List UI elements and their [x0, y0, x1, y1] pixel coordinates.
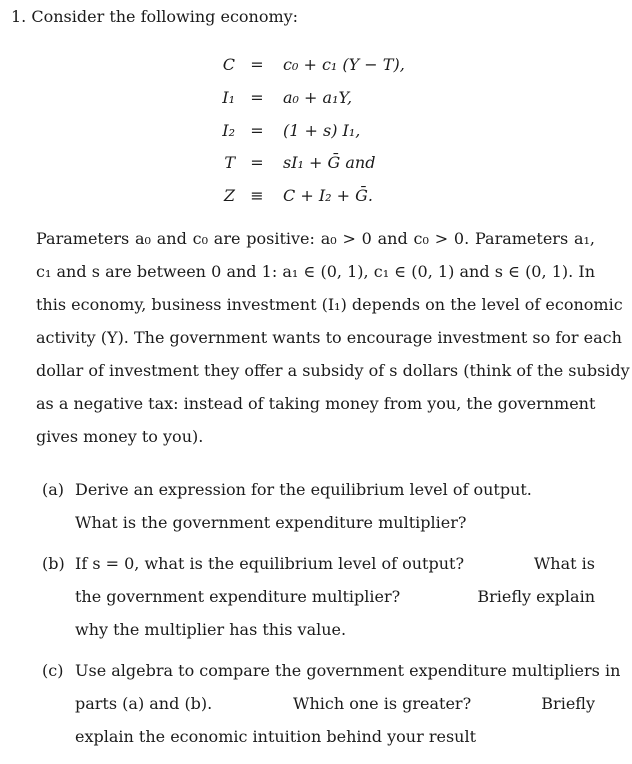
equation-rhs: C + I₂ + Ḡ. — [283, 186, 373, 205]
question-intro: Consider the following economy: — [31, 7, 299, 26]
paragraph-line: as a negative tax: instead of taking money from you, the government — [36, 394, 596, 413]
part-text-line: Use algebra to compare the government expenditure multipliers in — [75, 661, 621, 680]
part-text-line: What is the government expenditure multiplier? — [75, 513, 467, 532]
paragraph-line: activity (Y). The government wants to encourage investment so for each — [36, 328, 622, 347]
equation-lhs: C — [222, 55, 235, 74]
equation-operator: = — [250, 121, 264, 140]
equation-rhs: c₀ + c₁ (Y − T), — [283, 55, 405, 74]
equation-rhs: sI₁ + Ḡ and — [283, 153, 376, 172]
equation-operator: ≡ — [250, 186, 264, 205]
question-number: 1. — [11, 7, 27, 26]
equation-lhs: T — [224, 153, 235, 172]
paragraph-line: c₁ and s are between 0 and 1: a₁ ∈ (0, 1), c₁ ∈ (0, 1) and s ∈ (0, 1). In — [36, 262, 595, 281]
equation-lhs: Z — [223, 186, 235, 205]
paragraph-line: dollar of investment they offer a subsidy of s dollars (think of the subsidy — [36, 361, 630, 380]
part-text-line: parts (a) and (b). — [75, 694, 213, 713]
part-label: (a) — [42, 480, 65, 499]
paragraph-line: gives money to you). — [36, 427, 204, 446]
part-text-right: What is — [533, 554, 595, 573]
part-label: (c) — [42, 661, 64, 680]
equation-row — [0, 185, 632, 207]
equation-operator: = — [250, 153, 264, 172]
part-text-line: If s = 0, what is the equilibrium level of output? — [75, 554, 465, 573]
part-text-right: Briefly — [541, 694, 595, 713]
part-text-line: explain the economic intuition behind your result — [75, 727, 477, 746]
equation-rhs: a₀ + a₁Y, — [283, 88, 353, 107]
equation-row — [0, 152, 632, 174]
equation-lhs: I₁ — [222, 88, 235, 107]
paragraph-line: Parameters a₀ and c₀ are positive: a₀ > 0 and c₀ > 0. Parameters a₁, — [36, 229, 595, 248]
part-text-middle: Which one is greater? — [293, 694, 472, 713]
equation-operator: = — [250, 88, 264, 107]
equation-row — [0, 54, 632, 76]
equation-lhs: I₂ — [222, 121, 235, 140]
part-text-right: Briefly explain — [477, 587, 595, 606]
part-text-line: the government expenditure multiplier? — [75, 587, 401, 606]
part-label: (b) — [42, 554, 65, 573]
equation-operator: = — [250, 55, 264, 74]
part-text-line: why the multiplier has this value. — [75, 620, 347, 639]
paragraph-line: this economy, business investment (I₁) depends on the level of economic — [36, 295, 623, 314]
equation-row — [0, 87, 632, 109]
part-text-line: Derive an expression for the equilibrium level of output. — [75, 480, 532, 499]
equation-row — [0, 120, 632, 142]
question-header — [11, 7, 298, 27]
equation-rhs: (1 + s) I₁, — [283, 121, 361, 140]
